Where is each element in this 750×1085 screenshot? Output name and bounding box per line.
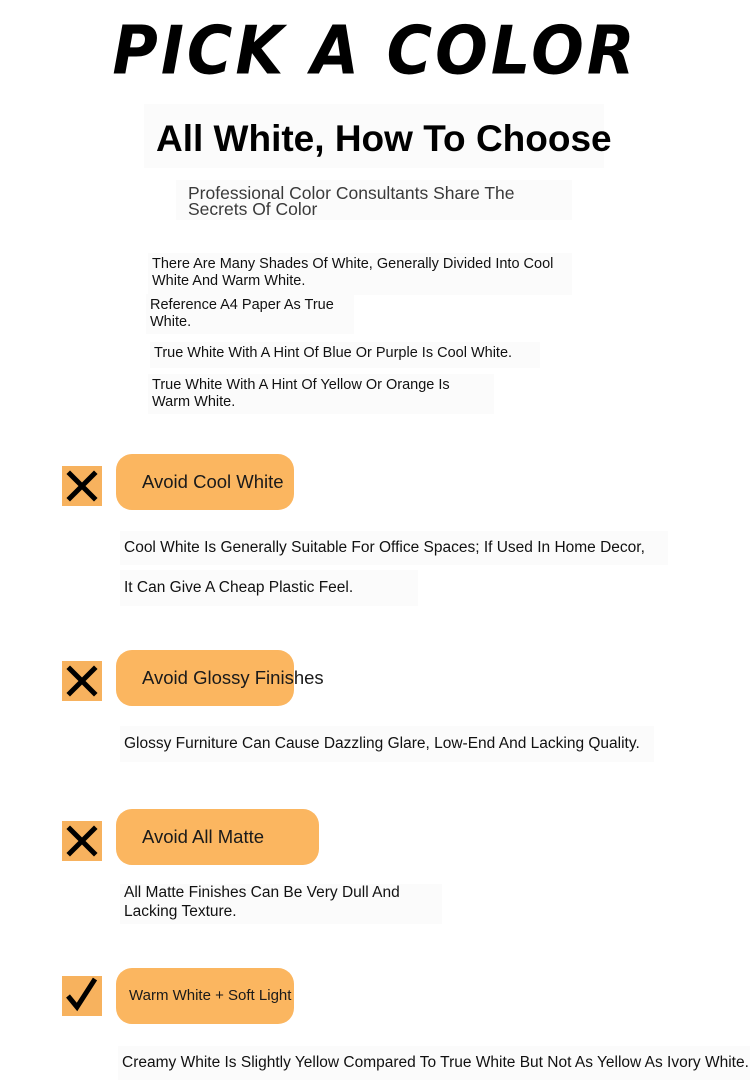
tip-1-line-1: Cool White Is Generally Suitable For Office Spaces; If Used In Home Decor, bbox=[120, 531, 668, 565]
consultants-note: Professional Color Consultants Share The Secrets Of Color bbox=[176, 180, 572, 220]
tip-3-line-1: All Matte Finishes Can Be Very Dull And bbox=[120, 884, 442, 902]
cross-icon bbox=[62, 661, 102, 701]
tip-4-line-1: Creamy White Is Slightly Yellow Compared To True White But Not As Yellow As Ivory White. bbox=[118, 1046, 750, 1080]
cross-icon bbox=[62, 466, 102, 506]
intro-paragraph-4: True White With A Hint Of Yellow Or Orange Is Warm White. bbox=[148, 374, 494, 414]
tip-label-avoid-cool-white: Avoid Cool White bbox=[116, 454, 294, 510]
headline: PICK A COLOR bbox=[112, 11, 638, 90]
subtitle: All White, How To Choose bbox=[144, 104, 604, 168]
tip-2-line-1: Glossy Furniture Can Cause Dazzling Glare, Low-End And Lacking Quality. bbox=[120, 726, 654, 762]
tip-label-avoid-glossy-finishes: Avoid Glossy Finishes bbox=[116, 650, 294, 706]
cross-icon bbox=[62, 821, 102, 861]
intro-paragraph-2: Reference A4 Paper As True White. bbox=[146, 294, 354, 334]
check-icon bbox=[62, 976, 102, 1016]
tip-label-avoid-all-matte: Avoid All Matte bbox=[116, 809, 319, 865]
tip-1-line-2: It Can Give A Cheap Plastic Feel. bbox=[120, 570, 418, 606]
intro-paragraph-1: There Are Many Shades Of White, Generally Divided Into Cool White And Warm White. bbox=[148, 253, 572, 295]
tip-3-line-2: Lacking Texture. bbox=[120, 902, 442, 924]
intro-paragraph-3: True White With A Hint Of Blue Or Purple Is Cool White. bbox=[150, 342, 540, 368]
tip-label-warm-white-soft-light: Warm White + Soft Light bbox=[116, 968, 294, 1024]
